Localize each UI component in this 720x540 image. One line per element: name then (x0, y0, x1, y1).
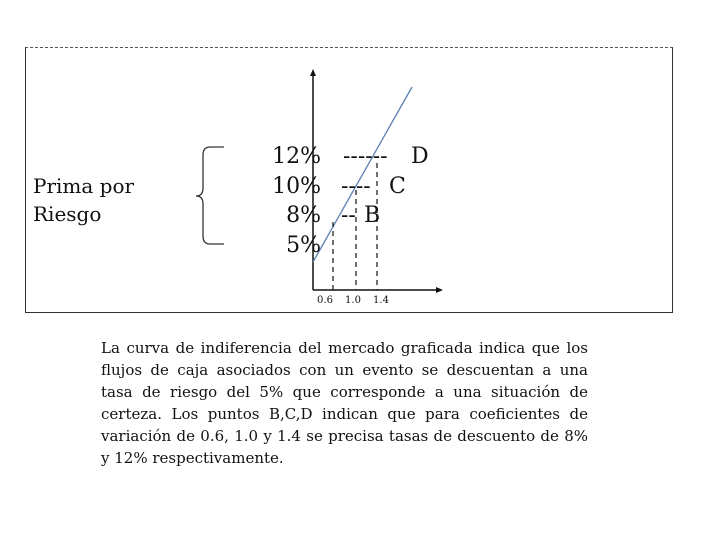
point-label-c: C (389, 174, 406, 199)
left-brace (196, 147, 224, 244)
prima-label-line2: Riesgo (33, 202, 102, 226)
rate-label-12: 12% (272, 144, 321, 169)
rate-label-8: 8% (286, 203, 321, 228)
rate-label-10: 10% (272, 174, 321, 199)
y-axis-arrow (310, 69, 316, 76)
prima-label-line1: Prima por (33, 174, 135, 198)
x-axis-arrow (436, 287, 443, 293)
point-label-b: B (364, 203, 381, 228)
explanation-paragraph: La curva de indiferencia del mercado graficada indica que los flujos de caja asociados con un evento se descuentan a una tasa de riesgo del 5% que corresponde a una situación de certeza. Los puntos B,C,D indican que para coeficientes de variación de 0.6, 1.0 y 1.4 se precisa tasas de descuento de 8% y 12% respectivamente. (101, 339, 588, 467)
x-tick-label-1-0: 1.0 (345, 295, 361, 306)
dash-leader-c: ---- (341, 174, 371, 199)
rate-label-5: 5% (286, 233, 321, 258)
x-tick-label-0-6: 0.6 (317, 295, 333, 306)
point-label-d: D (411, 144, 429, 169)
x-tick-label-1-4: 1.4 (373, 295, 389, 306)
dash-leader-b: -- (341, 203, 356, 228)
dash-leader-d: ------ (343, 144, 388, 169)
